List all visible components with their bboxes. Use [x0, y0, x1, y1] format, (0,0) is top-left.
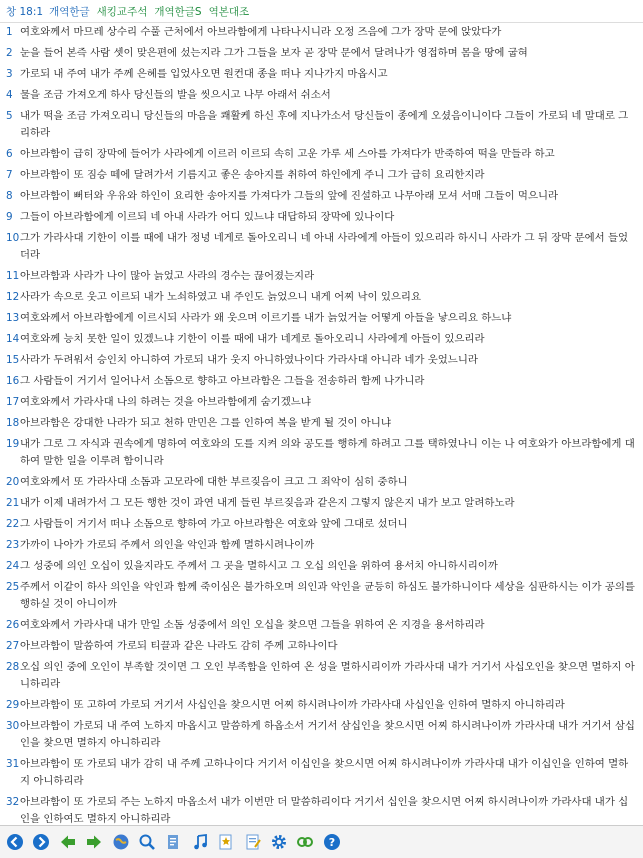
- verse-row[interactable]: [6, 45, 635, 62]
- verse-text: 주께서 이같이 하사 의인을 악인과 함께 죽이심은 불가하오며 의인과 악인을 균등히 하심도 불가하니이다 세상을 심판하시는 이가 공의를 행하실 것이 아니이까: [20, 581, 635, 610]
- verse-number: 12: [6, 291, 20, 303]
- verse-text: 내가 그로 그 자식과 권속에게 명하여 여호와의 도를 지켜 의와 공도를 행하게 하려고 그를 택하였나니 이는 나 여호와가 아브라함에게 대하여 말한 일을 이루려 함이니라: [20, 438, 635, 467]
- verse-text: 그들이 아브라함에게 이르되 네 아내 사라가 어디 있느냐 대답하되 장막에 있나이다: [20, 211, 395, 223]
- verse-number: 4: [6, 89, 13, 101]
- verse-text: 눈을 들어 본즉 사람 셋이 맞은편에 섰는지라 그가 그들을 보자 곧 장막 문에서 달려나가 영접하며 몸을 땅에 굽혀: [20, 47, 528, 59]
- verse-text: 그 성중에 의인 오십이 있을지라도 주께서 그 곳을 멸하시고 그 오십 의인을 위하여 용서치 아니하시리이까: [20, 560, 498, 572]
- verse-row[interactable]: [6, 756, 635, 790]
- verse-text: 아브라함이 또 고하여 가로되 거기서 사십인을 찾으시면 어찌 하시려나이까 가라사대 사십인을 인하여 멸하지 아니하리라: [20, 699, 565, 711]
- verse-text: 아브라함이 급히 장막에 들어가 사라에게 이르러 이르되 속히 고운 가루 세 스아를 가져다가 반죽하여 떡을 만들라 하고: [20, 148, 555, 160]
- verse-row[interactable]: [6, 495, 635, 512]
- verse-text: 아브라함은 강대한 나라가 되고 천하 만민은 그를 인하여 복을 받게 될 것이 아니냐: [20, 417, 391, 429]
- verse-row[interactable]: [6, 794, 635, 826]
- verse-text: 여호와께서 마므레 상수리 수풀 근처에서 아브라함에게 나타나시니라 오정 즈음에 그가 장막 문에 앉았다가: [20, 26, 502, 38]
- verse-number: 21: [6, 497, 20, 509]
- verse-row[interactable]: [6, 268, 635, 285]
- verse-row[interactable]: [6, 558, 635, 575]
- verse-row[interactable]: [6, 697, 635, 714]
- verse-row[interactable]: [6, 87, 635, 104]
- verse-row[interactable]: [6, 167, 635, 184]
- verse-number: 25: [6, 581, 20, 593]
- verse-row[interactable]: [6, 579, 635, 613]
- verse-row[interactable]: [6, 289, 635, 306]
- verse-number: 17: [6, 396, 20, 408]
- verse-text: 내가 떡을 조금 가져오리니 당신들의 마음을 쾌활케 하신 후에 지나가소서 당신들이 종에게 오셨음이니이다 그들이 가로되 네 말대로 그리하라: [20, 110, 629, 139]
- verse-row[interactable]: [6, 718, 635, 752]
- verse-row[interactable]: [6, 394, 635, 411]
- verse-number: 15: [6, 354, 20, 366]
- verse-number: 31: [6, 758, 20, 770]
- verse-number: 30: [6, 720, 20, 732]
- verse-text: 여호와께서 또 가라사대 소돔과 고모라에 대한 부르짖음이 크고 그 죄악이 심히 중하니: [20, 476, 408, 488]
- verse-number: 16: [6, 375, 20, 387]
- tab-version-3[interactable]: 개역한글S: [154, 5, 202, 18]
- bookmark-icon[interactable]: [217, 833, 235, 851]
- chapter-label[interactable]: 창 18:1: [6, 5, 44, 18]
- verse-row[interactable]: [6, 659, 635, 693]
- settings-icon[interactable]: [270, 833, 288, 851]
- tab-version-2[interactable]: 새킹교주석: [96, 5, 148, 18]
- verse-row[interactable]: [6, 331, 635, 348]
- verse-number: 3: [6, 68, 13, 80]
- header-bar: [0, 0, 643, 23]
- verse-text: 그 사람들이 거기서 일어나서 소돔으로 향하고 아브라함은 그들을 전송하러 함께 나가니라: [20, 375, 425, 387]
- verse-row[interactable]: [6, 310, 635, 327]
- verse-number: 7: [6, 169, 13, 181]
- verse-row[interactable]: [6, 617, 635, 634]
- verse-text: 여호와께 능치 못한 일이 있겠느냐 기한이 이를 때에 내가 네게로 돌아오리니 사라에게 아들이 있으리라: [20, 333, 485, 345]
- verse-text: 여호와께서 아브라함에게 이르시되 사라가 왜 웃으며 이르기를 내가 늙었거늘 어떻게 아들을 낳으리요 하느냐: [20, 312, 512, 324]
- verse-row[interactable]: [6, 436, 635, 470]
- verse-number: 6: [6, 148, 13, 160]
- verse-list[interactable]: [0, 24, 643, 826]
- verse-row[interactable]: [6, 188, 635, 205]
- verse-number: 14: [6, 333, 20, 345]
- back-icon[interactable]: [6, 833, 24, 851]
- verse-number: 29: [6, 699, 20, 711]
- verse-number: 13: [6, 312, 20, 324]
- verse-row[interactable]: [6, 146, 635, 163]
- verse-row[interactable]: [6, 66, 635, 83]
- verse-text: 사라가 두려워서 승인치 아니하여 가로되 내가 웃지 아니하였나이다 가라사대 아니라 네가 웃었느니라: [20, 354, 478, 366]
- verse-number: 10: [6, 232, 20, 244]
- verse-text: 가까이 나아가 가로되 주께서 의인을 악인과 함께 멸하시려나이까: [20, 539, 315, 551]
- verse-text: 아브라함이 또 가로되 주는 노하지 마옵소서 내가 이번만 더 말씀하리이다 거기서 십인을 찾으시면 어찌 하시려나이까 가라사대 내가 십인을 인하여도 멸하지 아니하리라: [20, 796, 629, 825]
- verse-row[interactable]: [6, 373, 635, 390]
- verse-number: 8: [6, 190, 13, 202]
- verse-text: 아브라함이 뻐터와 우유와 하인이 요리한 송아지를 가져다가 그들의 앞에 진설하고 나무아래 모셔 서매 그들이 먹으니라: [20, 190, 559, 202]
- verse-number: 23: [6, 539, 20, 551]
- verse-number: 32: [6, 796, 20, 808]
- verse-number: 5: [6, 110, 13, 122]
- verse-number: 26: [6, 619, 20, 631]
- verse-text: 내가 이제 내려가서 그 모든 행한 것이 과연 내게 들린 부르짖음과 같은지 그렇지 않은지 내가 보고 알려하노라: [20, 497, 515, 509]
- tab-compare[interactable]: 역본대조: [208, 5, 250, 18]
- verse-row[interactable]: [6, 24, 635, 41]
- help-icon[interactable]: [323, 833, 341, 851]
- verse-number: 24: [6, 560, 20, 572]
- next-chapter-icon[interactable]: [85, 833, 103, 851]
- verse-row[interactable]: [6, 537, 635, 554]
- verse-row[interactable]: [6, 352, 635, 369]
- verse-text: 그가 가라사대 기한이 이를 때에 내가 정녕 네게로 돌아오리니 네 아내 사라에게 아들이 있으리라 하시니 사라가 그 뒤 장막 문에서 들었더라: [20, 232, 629, 261]
- verse-number: 18: [6, 417, 20, 429]
- verse-number: 1: [6, 26, 13, 38]
- verse-number: 2: [6, 47, 13, 59]
- svg-text:?: ?: [328, 836, 335, 849]
- verse-text: 그 사람들이 거기서 떠나 소돔으로 향하여 가고 아브라함은 여호와 앞에 그대로 섰더니: [20, 518, 408, 530]
- verse-row[interactable]: [6, 108, 635, 142]
- verse-row[interactable]: [6, 474, 635, 491]
- music-icon[interactable]: [191, 833, 209, 851]
- verse-text: 여호와께서 가라사대 나의 하려는 것을 아브라함에게 숨기겠느냐: [20, 396, 311, 408]
- verse-text: 아브라함이 말씀하여 가로되 티끌과 같은 나라도 감히 주께 고하나이다: [20, 640, 338, 652]
- prev-chapter-icon[interactable]: [59, 833, 77, 851]
- verse-text: 사라가 속으로 웃고 이르되 내가 노쇠하였고 내 주인도 늙었으니 내게 어찌 낙이 있으리요: [20, 291, 421, 303]
- document-icon[interactable]: [164, 833, 182, 851]
- verse-number: 27: [6, 640, 20, 652]
- verse-text: 물을 조금 가져오게 하사 당신들의 발을 씻으시고 나무 아래서 쉬소서: [20, 89, 331, 101]
- verse-row[interactable]: [6, 516, 635, 533]
- verse-row[interactable]: [6, 638, 635, 655]
- verse-text: 여호와께서 가라사대 내가 만일 소돔 성중에서 의인 오십을 찾으면 그들을 위하여 온 지경을 용서하리라: [20, 619, 485, 631]
- verse-row[interactable]: [6, 415, 635, 432]
- verse-text: 아브라함이 가로되 내 주여 노하지 마옵시고 말씀하게 하옵소서 거기서 삼십인을 찾으시면 어찌 하시려나이까 가라사대 내가 거기서 삼십인을 찾으면 멸하지 아니하리라: [20, 720, 635, 749]
- verse-number: 20: [6, 476, 20, 488]
- verse-text: 오십 의인 중에 오인이 부족할 것이면 그 오인 부족함을 인하여 온 성을 멸하시리이까 가라사대 내가 거기서 사십오인을 찾으면 멸하지 아니하리라: [20, 661, 635, 690]
- link-icon[interactable]: [296, 833, 314, 851]
- bottom-toolbar: [0, 825, 643, 858]
- tab-version-1[interactable]: 개역한글: [49, 5, 90, 18]
- verse-text: 가로되 내 주여 내가 주께 은혜를 입었사오면 원컨대 종을 떠나 지나가지 마옵시고: [20, 68, 388, 80]
- verse-row[interactable]: [6, 209, 635, 226]
- verse-number: 22: [6, 518, 20, 530]
- search-icon[interactable]: [138, 833, 156, 851]
- verse-number: 19: [6, 438, 20, 450]
- verse-text: 아브라함이 또 짐승 떼에 달려가서 기름지고 좋은 송아지를 취하여 하인에게 주니 그가 급히 요리한지라: [20, 169, 485, 181]
- verse-number: 11: [6, 270, 20, 282]
- verse-text: 아브라함이 또 가로되 내가 감히 내 주께 고하나이다 거기서 이십인을 찾으시면 어찌 하시려나이까 가라사대 내가 이십인을 인하여 멸하지 아니하리라: [20, 758, 629, 787]
- globe-icon[interactable]: [112, 833, 130, 851]
- notes-icon[interactable]: [244, 833, 262, 851]
- verse-row[interactable]: [6, 230, 635, 264]
- forward-icon[interactable]: [32, 833, 50, 851]
- verse-number: 28: [6, 661, 20, 673]
- verse-number: 9: [6, 211, 13, 223]
- verse-text: 아브라함과 사라가 나이 많아 늙었고 사라의 경수는 끊어졌는지라: [20, 270, 315, 282]
